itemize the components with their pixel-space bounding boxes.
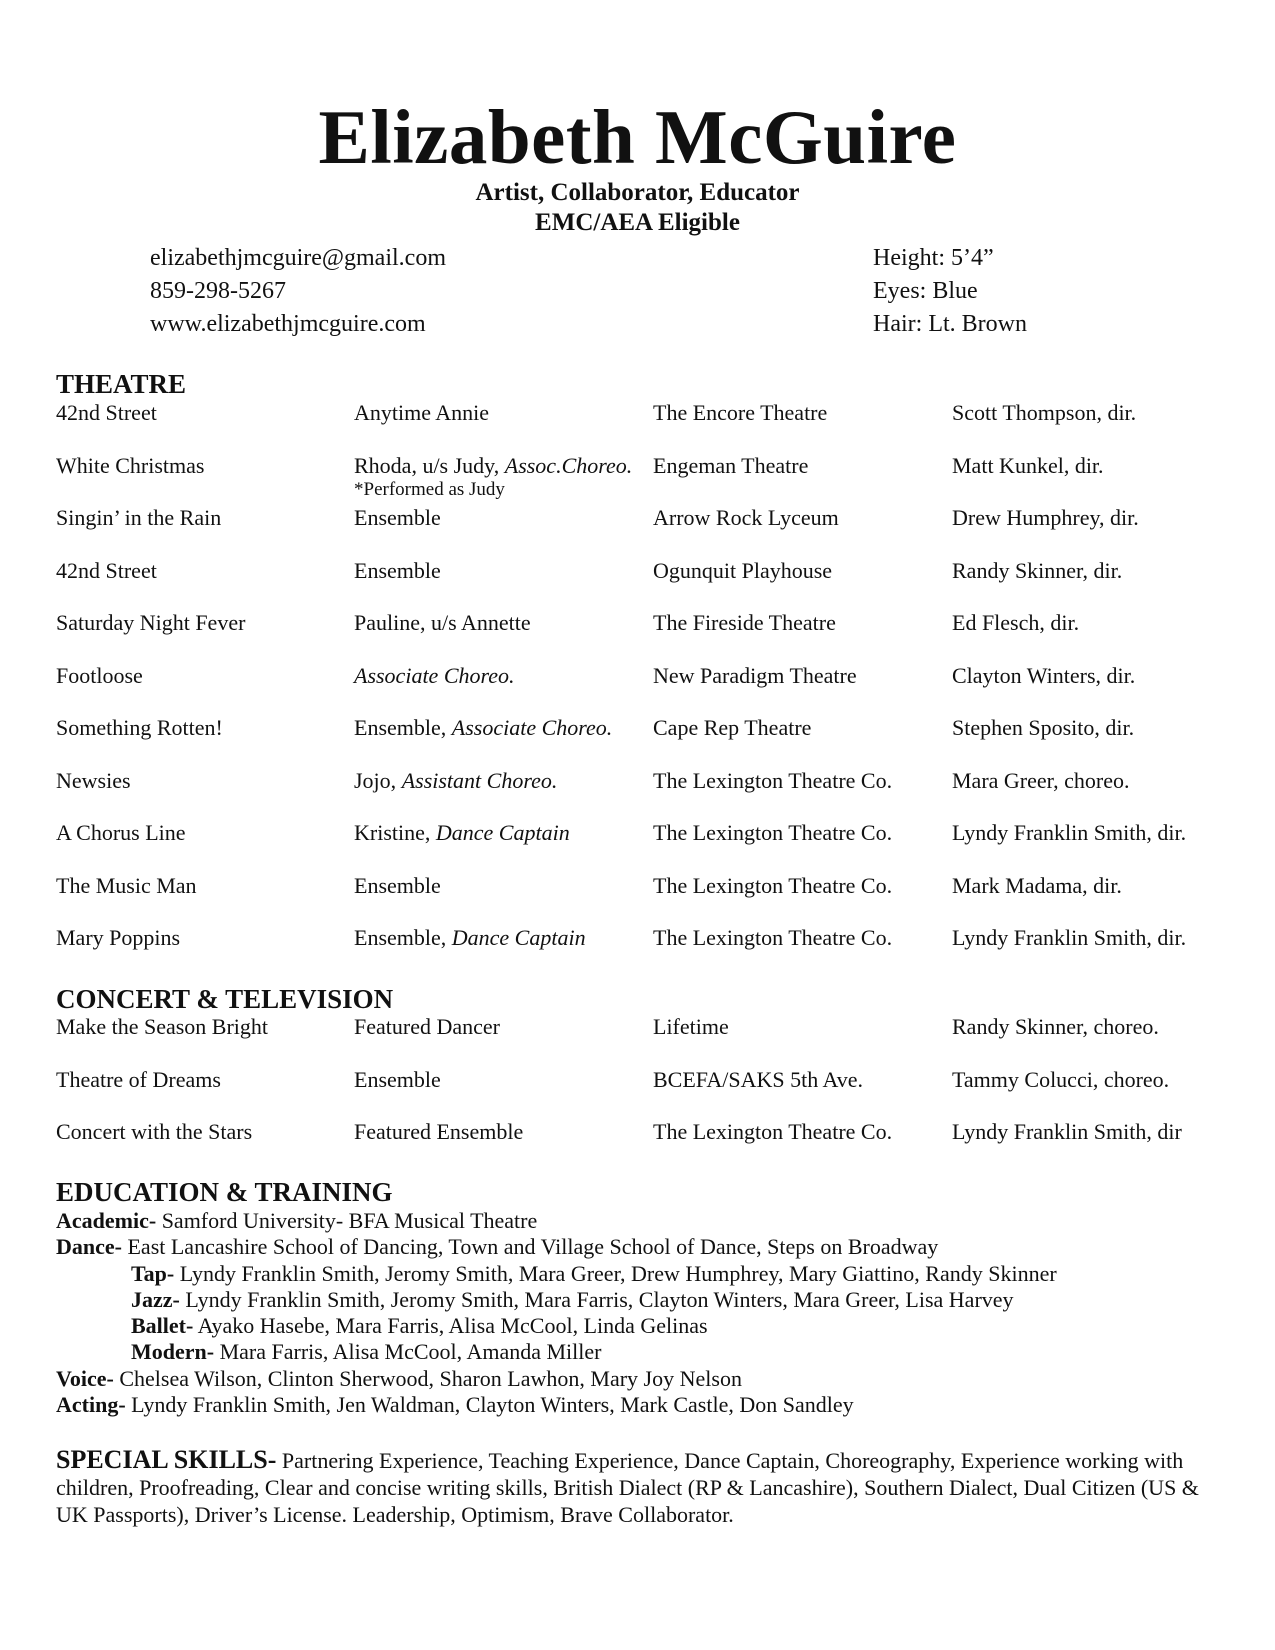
credit-role-part: Anytime Annie	[354, 400, 490, 425]
resume-name: Elizabeth McGuire	[318, 94, 957, 180]
credit-director: Stephen Sposito, dir.	[952, 715, 1135, 740]
credit-row	[56, 820, 1256, 873]
credit-role	[354, 505, 441, 531]
edu-label: Dance-	[56, 1234, 122, 1260]
credit-director: Mark Madama, dir.	[952, 872, 1122, 898]
credit-venue: Cape Rep Theatre	[653, 715, 812, 740]
credit-venue: The Lexington Theatre Co.	[653, 872, 893, 898]
credit-director: Mara Greer, choreo.	[952, 767, 1130, 793]
edu-jazz	[56, 1287, 1057, 1313]
eyes: Eyes: Blue	[873, 278, 978, 304]
theatre-credits	[56, 400, 1256, 978]
height: Height: 5’4”	[873, 245, 994, 271]
credit-venue: New Paradigm Theatre	[653, 662, 857, 688]
credit-venue: Arrow Rock Lyceum	[653, 505, 839, 530]
credit-row	[56, 1119, 1256, 1172]
credit-show: 42nd Street	[56, 400, 157, 425]
credit-role	[354, 715, 612, 741]
credit-director: Scott Thompson, dir.	[952, 400, 1137, 425]
credit-venue: Ogunquit Playhouse	[653, 557, 833, 583]
edu-text: Samford University- BFA Musical Theatre	[156, 1208, 538, 1233]
edu-tap	[56, 1261, 1057, 1287]
edu-label: Modern-	[131, 1339, 215, 1365]
edu-label: Acting-	[56, 1392, 126, 1418]
skills-label: SPECIAL SKILLS-	[56, 1445, 277, 1474]
website: www.elizabethjmcguire.com	[150, 311, 426, 337]
credit-venue: The Lexington Theatre Co.	[653, 1119, 893, 1144]
edu-academic	[56, 1208, 1057, 1234]
credit-venue: The Lexington Theatre Co.	[653, 925, 893, 950]
edu-text: Lyndy Franklin Smith, Jen Waldman, Clayton Winters, Mark Castle, Don Sandley	[125, 1392, 854, 1418]
credit-row	[56, 453, 1256, 506]
credit-role-part: Ensemble	[354, 505, 441, 530]
phone: 859-298-5267	[150, 278, 286, 304]
credit-role	[354, 558, 441, 584]
credit-show: Saturday Night Fever	[56, 610, 246, 635]
credit-show: Footloose	[56, 662, 143, 688]
credit-venue: Engeman Theatre	[653, 452, 809, 478]
credit-director: Randy Skinner, dir.	[952, 557, 1123, 583]
tagline: Artist, Collaborator, Educator	[475, 179, 800, 206]
credit-role-part: Associate Choreo.	[354, 662, 515, 688]
credit-role-part: Dance Captain	[435, 820, 570, 845]
email: elizabethjmcguire@gmail.com	[150, 245, 446, 271]
credit-role	[354, 768, 557, 794]
credit-role-part: Featured Ensemble	[354, 1119, 524, 1144]
credit-role-part: Ensemble,	[354, 925, 452, 950]
credit-row	[56, 715, 1256, 768]
credit-role-part: Ensemble,	[354, 715, 452, 740]
education-list	[56, 1208, 1057, 1418]
section-heading-concert: CONCERT & TELEVISION	[56, 984, 394, 1014]
credit-role-part: Pauline, u/s Annette	[354, 610, 531, 635]
credit-row	[56, 925, 1256, 978]
credit-show: White Christmas	[56, 452, 205, 478]
edu-acting	[56, 1392, 1057, 1418]
edu-ballet	[56, 1313, 1057, 1339]
credit-director: Drew Humphrey, dir.	[952, 505, 1139, 530]
section-heading-education: EDUCATION & TRAINING	[56, 1177, 393, 1207]
credit-role-part: Associate Choreo.	[451, 715, 613, 740]
physical-stats	[873, 242, 1027, 341]
skills-text: Partnering Experience, Teaching Experience, Dance Captain, Choreography, Experience working with children, Proofreading, Clear and concise writing skills, British Dialect (RP & Lancashire), Southern Dialect, Dual Citizen (US & UK Passports), Driver’s License. Leadership, Optimism, Brave Collaborator.	[56, 1448, 1199, 1527]
credit-show: Newsies	[56, 767, 131, 793]
credit-show: The Music Man	[56, 872, 197, 898]
credit-director: Tammy Colucci, choreo.	[952, 1066, 1170, 1092]
credit-show: Singin’ in the Rain	[56, 505, 222, 530]
credit-show: Something Rotten!	[56, 715, 223, 740]
credit-note: *Performed as Judy	[354, 478, 505, 500]
credit-role-part: Kristine,	[354, 820, 436, 845]
credit-row	[56, 505, 1256, 558]
credit-row	[56, 400, 1256, 453]
credit-role-part: Dance Captain	[451, 925, 586, 950]
edu-label: Tap-	[131, 1260, 175, 1286]
credit-venue: The Lexington Theatre Co.	[653, 820, 893, 845]
credit-show: Theatre of Dreams	[56, 1066, 221, 1092]
credit-director: Clayton Winters, dir.	[952, 662, 1136, 688]
edu-text: East Lancashire School of Dancing, Town and Village School of Dance, Steps on Broadway	[121, 1234, 939, 1260]
credit-venue: The Lexington Theatre Co.	[653, 767, 893, 793]
hair: Hair: Lt. Brown	[873, 311, 1027, 337]
credit-show: Make the Season Bright	[56, 1014, 269, 1039]
credit-role	[354, 663, 515, 689]
credit-row	[56, 610, 1256, 663]
credit-row	[56, 558, 1256, 611]
edu-modern	[56, 1339, 1057, 1365]
union-status: EMC/AEA Eligible	[535, 209, 740, 236]
credit-director: Randy Skinner, choreo.	[952, 1014, 1159, 1039]
credit-director: Ed Flesch, dir.	[952, 610, 1080, 635]
edu-label: Ballet-	[131, 1313, 194, 1339]
credit-role	[354, 400, 489, 426]
edu-text: Lyndy Franklin Smith, Jeromy Smith, Mara Greer, Drew Humphrey, Mary Giattino, Randy Skinner	[174, 1260, 1057, 1286]
edu-label: Academic-	[56, 1208, 157, 1233]
credit-venue: BCEFA/SAKS 5th Ave.	[653, 1066, 864, 1092]
section-heading-theatre: THEATRE	[56, 369, 187, 399]
edu-label: Jazz-	[131, 1286, 180, 1312]
credit-role-part: Assistant Choreo.	[401, 767, 558, 793]
credit-role-part: Jojo,	[354, 767, 402, 793]
credit-role-part: Ensemble	[354, 872, 441, 898]
credit-role	[354, 820, 570, 846]
credit-role	[354, 873, 441, 899]
edu-label: Voice-	[56, 1365, 114, 1391]
credit-role-part: Featured Dancer	[354, 1014, 500, 1039]
credit-director: Lyndy Franklin Smith, dir	[952, 1119, 1182, 1144]
credit-show: 42nd Street	[56, 557, 157, 583]
credit-show: Concert with the Stars	[56, 1119, 253, 1144]
credit-row	[56, 1067, 1256, 1120]
edu-dance	[56, 1234, 1057, 1260]
credit-role-part: Assoc.Choreo.	[504, 452, 633, 478]
credit-role	[354, 453, 632, 501]
credit-role-part: Rhoda, u/s Judy,	[354, 452, 505, 478]
credit-role-part: Ensemble	[354, 557, 441, 583]
credit-role	[354, 1014, 500, 1040]
credit-role	[354, 1067, 441, 1093]
edu-text: Lyndy Franklin Smith, Jeromy Smith, Mara Farris, Clayton Winters, Mara Greer, Lisa Harvey	[179, 1286, 1014, 1312]
credit-role-part: Ensemble	[354, 1066, 441, 1092]
credit-role	[354, 610, 531, 636]
special-skills	[56, 1446, 1206, 1528]
credit-row	[56, 768, 1256, 821]
credit-row	[56, 1014, 1256, 1067]
edu-voice	[56, 1366, 1057, 1392]
edu-text: Ayako Hasebe, Mara Farris, Alisa McCool, Linda Gelinas	[193, 1313, 708, 1339]
contact-info	[150, 242, 446, 341]
concert-credits	[56, 1014, 1256, 1172]
credit-row	[56, 873, 1256, 926]
credit-row	[56, 663, 1256, 716]
credit-director: Lyndy Franklin Smith, dir.	[952, 925, 1187, 950]
credit-show: A Chorus Line	[56, 820, 186, 845]
edu-text: Chelsea Wilson, Clinton Sherwood, Sharon Lawhon, Mary Joy Nelson	[113, 1365, 742, 1391]
credit-venue: Lifetime	[653, 1014, 729, 1039]
credit-role	[354, 925, 586, 951]
credit-role	[354, 1119, 523, 1145]
credit-venue: The Encore Theatre	[653, 400, 828, 425]
edu-text: Mara Farris, Alisa McCool, Amanda Miller	[214, 1339, 602, 1365]
credit-director: Lyndy Franklin Smith, dir.	[952, 820, 1187, 845]
credit-director: Matt Kunkel, dir.	[952, 452, 1104, 478]
credit-venue: The Fireside Theatre	[653, 610, 836, 635]
credit-show: Mary Poppins	[56, 925, 181, 950]
